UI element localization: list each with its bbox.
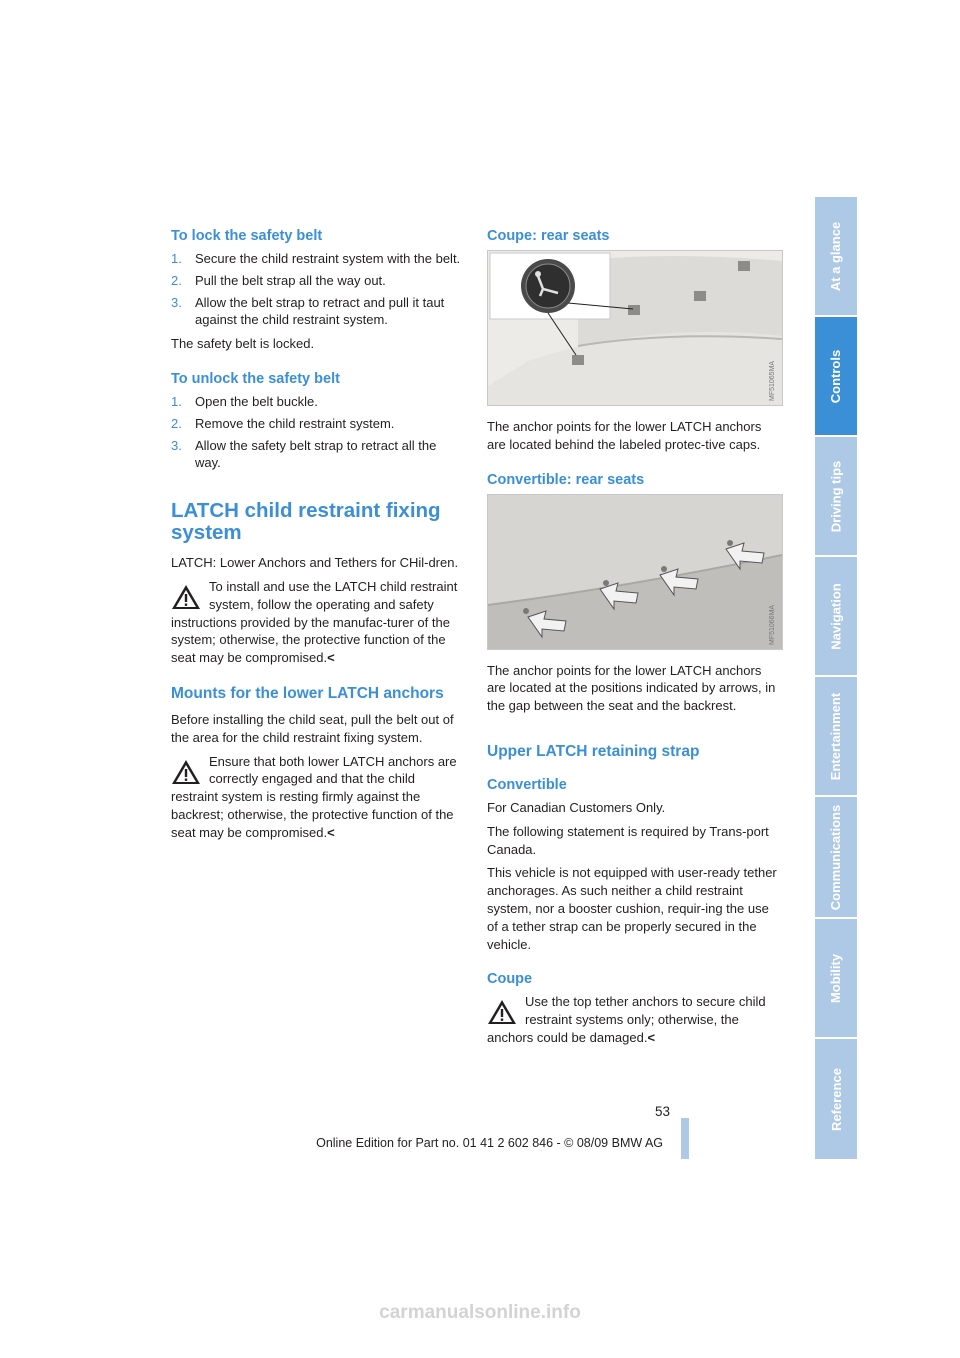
step-number: 3. xyxy=(171,437,182,453)
latch-definition: LATCH: Lower Anchors and Tethers for CHil-dren. xyxy=(171,555,459,571)
tab-label: Controls xyxy=(828,349,844,403)
list-item xyxy=(171,415,463,433)
convertible-rear-seats-heading: Convertible: rear seats xyxy=(487,471,645,488)
tab-label: Communications xyxy=(828,804,844,910)
step-text: Pull the belt strap all the way out. xyxy=(195,272,386,288)
lock-steps xyxy=(171,250,463,329)
tab-navigation[interactable] xyxy=(815,557,857,675)
step-number: 1. xyxy=(171,251,182,266)
warning-text: Ensure that both lower LATCH anchors are correctly engaged and that the child restraint system is resting firmly against the backrest; otherwise, the protective function of the seat may be compromised. xyxy=(171,753,457,840)
list-item xyxy=(171,272,463,290)
svg-text:MF51065MA: MF51065MA xyxy=(769,360,776,401)
warning-text: To install and use the LATCH child restraint system, follow the operating and safety instructions provided by the manufac-turer of the system; otherwise, the protective function of the seat may be compromised. xyxy=(171,578,458,666)
tab-communications[interactable] xyxy=(815,797,857,917)
footer-text: Online Edition for Part no. 01 41 2 602 846 - © 08/09 BMW AG xyxy=(316,1136,663,1150)
end-mark: < xyxy=(327,650,335,666)
step-text: Open the belt buckle. xyxy=(195,393,318,409)
coupe-seat-illustration xyxy=(488,251,782,405)
coupe-anchor-text: The anchor points for the lower LATCH anchors are located behind the labeled protec-tive caps. xyxy=(487,419,762,452)
list-item xyxy=(171,250,463,268)
latch-warning xyxy=(171,578,463,667)
footer-bar xyxy=(681,1118,689,1159)
tab-mobility[interactable] xyxy=(815,919,857,1037)
warning-triangle-icon xyxy=(171,759,201,785)
tether-text: This vehicle is not equipped with user-ready tether anchorages. As such neither a child restraint system, nor a booster cushion, requir-ing the use of a tether strap can be properly secured in the vehicle. xyxy=(487,865,777,952)
watermark: carmanualsonline.info xyxy=(379,1302,581,1323)
coupe-warning xyxy=(487,993,779,1046)
tab-reference[interactable] xyxy=(815,1039,857,1159)
lock-result: The safety belt is locked. xyxy=(171,336,315,352)
left-column xyxy=(171,228,463,848)
step-number: 1. xyxy=(171,393,182,409)
transport-canada-text: The following statement is required by Trans-port Canada. xyxy=(487,823,769,857)
step-text: Remove the child restraint system. xyxy=(195,415,395,431)
tab-label: Entertainment xyxy=(828,692,844,780)
mounts-warning xyxy=(171,753,463,842)
list-item xyxy=(171,437,463,473)
coupe-rear-seats-heading: Coupe: rear seats xyxy=(487,228,610,244)
mounts-text: Before installing the child seat, pull the belt out of the area for the child restraint fixing system. xyxy=(171,711,454,745)
latch-heading: LATCH child restraint fixing system xyxy=(171,499,441,545)
lock-belt-heading: To lock the safety belt xyxy=(171,228,323,244)
svg-text:MF51066MA: MF51066MA xyxy=(769,604,776,645)
coupe-heading: Coupe xyxy=(487,971,533,988)
tab-label: Reference xyxy=(828,1067,844,1131)
unlock-steps xyxy=(171,393,463,472)
warning-text: Use the top tether anchors to secure child restraint systems only; otherwise, the anchors could be damaged. xyxy=(487,994,766,1045)
canadian-customers-text: For Canadian Customers Only. xyxy=(487,799,666,815)
tab-entertainment[interactable] xyxy=(815,677,857,795)
convertible-anchor-text: The anchor points for the lower LATCH anchors are located at the positions indicated by arrows, in the gap between the seat and the backrest. xyxy=(487,662,776,714)
convertible-rear-seats-photo xyxy=(487,494,783,650)
list-item xyxy=(171,393,463,411)
right-column xyxy=(487,228,779,1053)
step-number: 2. xyxy=(171,415,182,431)
upper-latch-heading: Upper LATCH retaining strap xyxy=(487,742,700,760)
tab-at-a-glance[interactable] xyxy=(815,197,857,315)
tab-controls[interactable] xyxy=(815,317,857,435)
coupe-rear-seats-photo xyxy=(487,250,783,406)
step-text: Allow the safety belt strap to retract all the way. xyxy=(195,437,437,471)
mounts-heading: Mounts for the lower LATCH anchors xyxy=(171,684,444,702)
warning-triangle-icon xyxy=(487,999,517,1025)
step-text: Allow the belt strap to retract and pull it taut against the child restraint system. xyxy=(195,294,445,328)
warning-triangle-icon xyxy=(171,584,201,610)
tab-label: Navigation xyxy=(828,582,844,650)
convertible-heading: Convertible xyxy=(487,776,567,793)
step-number: 2. xyxy=(171,272,182,288)
tab-label: At a glance xyxy=(828,221,844,291)
convertible-seat-illustration xyxy=(488,495,782,649)
tab-label: Driving tips xyxy=(828,460,844,532)
end-mark: < xyxy=(327,824,335,840)
unlock-belt-heading: To unlock the safety belt xyxy=(171,370,340,387)
page-number: 53 xyxy=(654,1104,670,1119)
tab-driving-tips[interactable] xyxy=(815,437,857,555)
tab-label: Mobility xyxy=(828,953,844,1003)
list-item xyxy=(171,294,463,330)
step-number: 3. xyxy=(171,294,182,310)
step-text: Secure the child restraint system with the belt. xyxy=(195,251,461,266)
end-mark: < xyxy=(647,1029,656,1045)
